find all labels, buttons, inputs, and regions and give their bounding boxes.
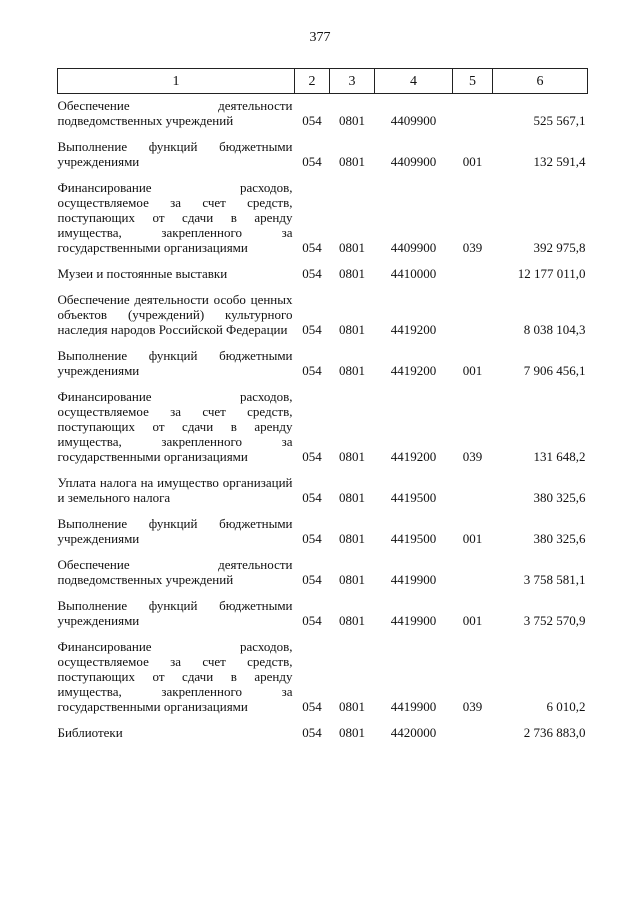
row-code-2: 054 [302, 725, 322, 740]
table-row [58, 717, 588, 743]
row-code-5: 039 [462, 449, 483, 464]
row-code-5 [453, 94, 493, 132]
header-col-2: 2 [295, 69, 330, 94]
row-code-5: 001 [462, 363, 483, 378]
row-amount: 3 752 570,9 [523, 613, 586, 628]
row-name: Выполнение функций бюджетными учреждениями [57, 348, 293, 378]
table-row [58, 131, 588, 172]
row-code-4: 4410000 [390, 266, 437, 281]
row-amount: 7 906 456,1 [523, 363, 586, 378]
table-row [58, 340, 588, 381]
row-amount: 132 591,4 [533, 154, 586, 169]
row-code-2: 054 [302, 113, 322, 128]
row-code-4: 4419900 [390, 572, 437, 587]
row-code-4: 4409900 [390, 154, 437, 169]
row-code-4: 4419900 [390, 699, 437, 714]
row-code-3: 0801 [339, 322, 365, 337]
row-code-5 [453, 258, 493, 284]
row-code-2: 054 [302, 240, 322, 255]
table-header [58, 69, 588, 94]
row-amount: 2 736 883,0 [523, 725, 586, 740]
row-amount: 392 975,8 [533, 240, 586, 255]
header-row [58, 69, 588, 94]
row-name: Финансирование расходов, осуществляемое за счет средств, поступающих от сдачи в аренду имущества, закрепленного за государственными организациями [57, 639, 293, 714]
row-code-4: 4419900 [390, 613, 437, 628]
row-code-3: 0801 [339, 113, 365, 128]
row-code-2: 054 [302, 266, 322, 281]
row-name: Выполнение функций бюджетными учреждениями [57, 516, 293, 546]
row-code-2: 054 [302, 572, 322, 587]
row-code-3: 0801 [339, 531, 365, 546]
row-amount: 3 758 581,1 [523, 572, 586, 587]
row-code-4: 4409900 [390, 113, 437, 128]
row-code-2: 054 [302, 613, 322, 628]
header-col-6: 6 [493, 69, 588, 94]
row-code-4: 4419500 [390, 490, 437, 505]
row-code-4: 4419200 [390, 449, 437, 464]
row-code-4: 4419200 [390, 363, 437, 378]
row-amount: 131 648,2 [533, 449, 586, 464]
row-code-2: 054 [302, 154, 322, 169]
row-code-3: 0801 [339, 699, 365, 714]
row-code-3: 0801 [339, 572, 365, 587]
row-code-5 [453, 284, 493, 340]
row-code-2: 054 [302, 490, 322, 505]
row-name: Обеспечение деятельности особо ценных объектов (учреждений) культурного наследия народов Российской Федерации [57, 292, 293, 337]
row-name: Обеспечение деятельности подведомственных учреждений [57, 98, 293, 128]
row-code-5 [453, 717, 493, 743]
row-code-2: 054 [302, 531, 322, 546]
row-name: Финансирование расходов, осуществляемое за счет средств, поступающих от сдачи в аренду имущества, закрепленного за государственными организациями [57, 389, 293, 464]
row-name: Обеспечение деятельности подведомственных учреждений [57, 557, 293, 587]
row-code-5: 039 [462, 240, 483, 255]
row-code-3: 0801 [339, 154, 365, 169]
row-amount: 380 325,6 [533, 490, 586, 505]
row-amount: 12 177 011,0 [517, 266, 586, 281]
row-code-4: 4419200 [390, 322, 437, 337]
row-code-3: 0801 [339, 266, 365, 281]
row-code-5 [453, 549, 493, 590]
row-code-4: 4409900 [390, 240, 437, 255]
table-row [58, 467, 588, 508]
table-row [58, 284, 588, 340]
row-amount: 525 567,1 [533, 113, 586, 128]
row-code-5 [453, 467, 493, 508]
row-code-2: 054 [302, 322, 322, 337]
table-body [58, 94, 588, 744]
page-number: 377 [309, 30, 331, 45]
row-code-3: 0801 [339, 490, 365, 505]
row-code-5: 039 [462, 699, 483, 714]
row-code-3: 0801 [339, 240, 365, 255]
row-code-2: 054 [302, 699, 322, 714]
header-col-4: 4 [375, 69, 453, 94]
row-name: Выполнение функций бюджетными учреждениями [57, 598, 293, 628]
row-name: Библиотеки [57, 725, 123, 740]
row-amount: 8 038 104,3 [523, 322, 586, 337]
row-code-5: 001 [462, 154, 483, 169]
table-row [58, 172, 588, 258]
header-col-1: 1 [58, 69, 295, 94]
row-code-2: 054 [302, 363, 322, 378]
row-code-5: 001 [462, 531, 483, 546]
table-row [58, 590, 588, 631]
row-name: Музеи и постоянные выставки [57, 266, 228, 281]
table-row [58, 94, 588, 132]
row-code-4: 4419500 [390, 531, 437, 546]
table-row [58, 549, 588, 590]
row-code-3: 0801 [339, 725, 365, 740]
table-row [58, 258, 588, 284]
table-row [58, 381, 588, 467]
row-code-3: 0801 [339, 613, 365, 628]
row-name: Уплата налога на имущество организаций и земельного налога [57, 475, 293, 505]
row-code-4: 4420000 [390, 725, 437, 740]
table-row [58, 631, 588, 717]
row-code-5: 001 [462, 613, 483, 628]
row-code-2: 054 [302, 449, 322, 464]
budget-table [57, 68, 588, 743]
row-amount: 380 325,6 [533, 531, 586, 546]
row-amount: 6 010,2 [546, 699, 586, 714]
row-code-3: 0801 [339, 363, 365, 378]
row-name: Выполнение функций бюджетными учреждениями [57, 139, 293, 169]
table-row [58, 508, 588, 549]
header-col-3: 3 [330, 69, 375, 94]
header-col-5: 5 [453, 69, 493, 94]
row-code-3: 0801 [339, 449, 365, 464]
row-name: Финансирование расходов, осуществляемое за счет средств, поступающих от сдачи в аренду имущества, закрепленного за государственными организациями [57, 180, 293, 255]
